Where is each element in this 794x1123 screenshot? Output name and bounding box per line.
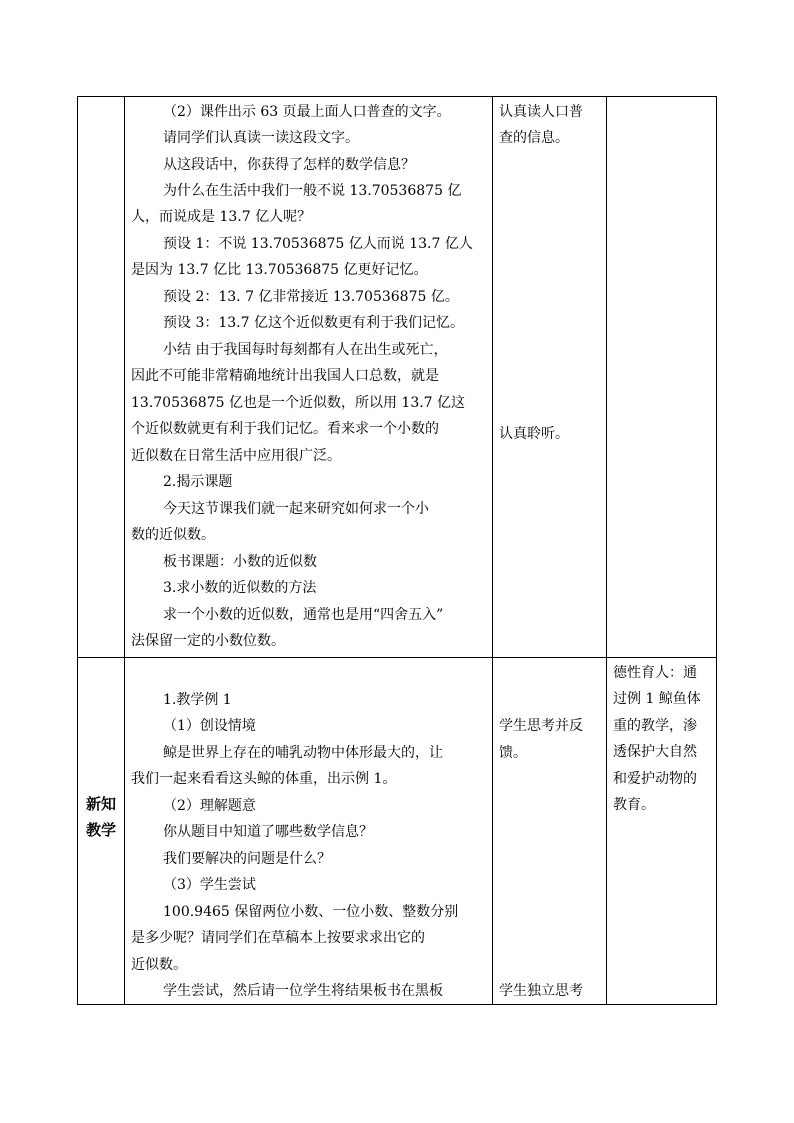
student-line: 认真聆听。	[499, 426, 569, 442]
content-line: 预设 1：不说 13.70536875 亿人而说 13.7 亿人	[163, 236, 473, 252]
content-line: （2）课件出示 63 页最上面人口普查的文字。	[163, 104, 451, 120]
content-line: 100.9465 保留两位小数、一位小数、整数分别	[163, 904, 459, 920]
section-label: 新知	[85, 795, 116, 813]
content-line: 预设 2：13. 7 亿非常接近 13.70536875 亿。	[163, 289, 459, 305]
content-line: 从这段话中，你获得了怎样的数学信息？	[163, 157, 415, 173]
content-line: 2.揭示课题	[163, 474, 233, 490]
content-line: 预设 3：13.7 亿这个近似数更有利于我们记忆。	[163, 315, 464, 331]
content-line: 为什么在生活中我们一般不说 13.70536875 亿	[163, 183, 462, 199]
content-line: 个近似数就更有利于我们记忆。看来求一个小数的	[131, 421, 439, 437]
content-line: 请同学们认真读一读这段文字。	[163, 130, 359, 146]
content-line: 我们要解决的问题是什么？	[163, 851, 331, 867]
notes-line: 重的教学，渗	[613, 718, 697, 734]
row-divider	[77, 657, 717, 658]
student-line: 馈。	[499, 745, 527, 761]
notes-line: 德性育人：通	[613, 665, 697, 681]
content-line: 13.70536875 亿也是一个近似数，所以用 13.7 亿这	[131, 395, 466, 411]
notes-line: 透保护大自然	[613, 744, 697, 760]
notes-line: 过例 1 鲸鱼体	[613, 691, 701, 707]
content-line: 1.教学例 1	[163, 692, 232, 708]
content-line: 近似数在日常生活中应用很广泛。	[131, 448, 341, 464]
column-divider-3	[606, 96, 607, 1005]
content-line: 我们一起来看看这头鲸的体重，出示例 1。	[131, 771, 397, 787]
content-line: （1）创设情境	[163, 718, 256, 734]
content-line: 3.求小数的近似数的方法	[163, 580, 317, 596]
content-line: 今天这节课我们就一起来研究如何求一个小	[163, 501, 429, 517]
content-line: 是因为 13.7 亿比 13.70536875 亿更好记忆。	[131, 262, 428, 278]
column-divider-1	[124, 96, 125, 1005]
student-line: 学生独立思考	[499, 983, 583, 999]
content-line: 小结 由于我国每时每刻都有人在出生或死亡，	[163, 342, 448, 358]
content-line: （2）理解题意	[163, 798, 256, 814]
content-line: 学生尝试，然后请一位学生将结果板书在黑板	[163, 983, 443, 999]
content-line: 因此不可能非常精确地统计出我国人口总数，就是	[131, 368, 439, 384]
content-line: 人，而说成是 13.7 亿人呢？	[131, 209, 312, 225]
content-line: 求一个小数的近似数，通常也是用“四舍五入”	[163, 607, 444, 623]
notes-line: 教育。	[613, 797, 655, 813]
content-line: 数的近似数。	[131, 527, 215, 543]
section-label: 教学	[85, 821, 116, 839]
content-line: 你从题目中知道了哪些数学信息？	[163, 824, 373, 840]
student-line: 查的信息。	[499, 130, 569, 146]
content-line: 近似数。	[131, 957, 187, 973]
content-line: 板书课题：小数的近似数	[163, 554, 317, 570]
notes-line: 和爱护动物的	[613, 771, 697, 787]
student-line: 认真读人口普	[499, 104, 583, 120]
student-line: 学生思考并反	[499, 718, 583, 734]
content-line: 是多少呢？请同学们在草稿本上按要求求出它的	[131, 930, 425, 946]
content-line: （3）学生尝试	[163, 877, 256, 893]
content-line: 鲸是世界上存在的哺乳动物中体形最大的，让	[163, 745, 443, 761]
content-line: 法保留一定的小数位数。	[131, 633, 285, 649]
column-divider-2	[492, 96, 493, 1005]
